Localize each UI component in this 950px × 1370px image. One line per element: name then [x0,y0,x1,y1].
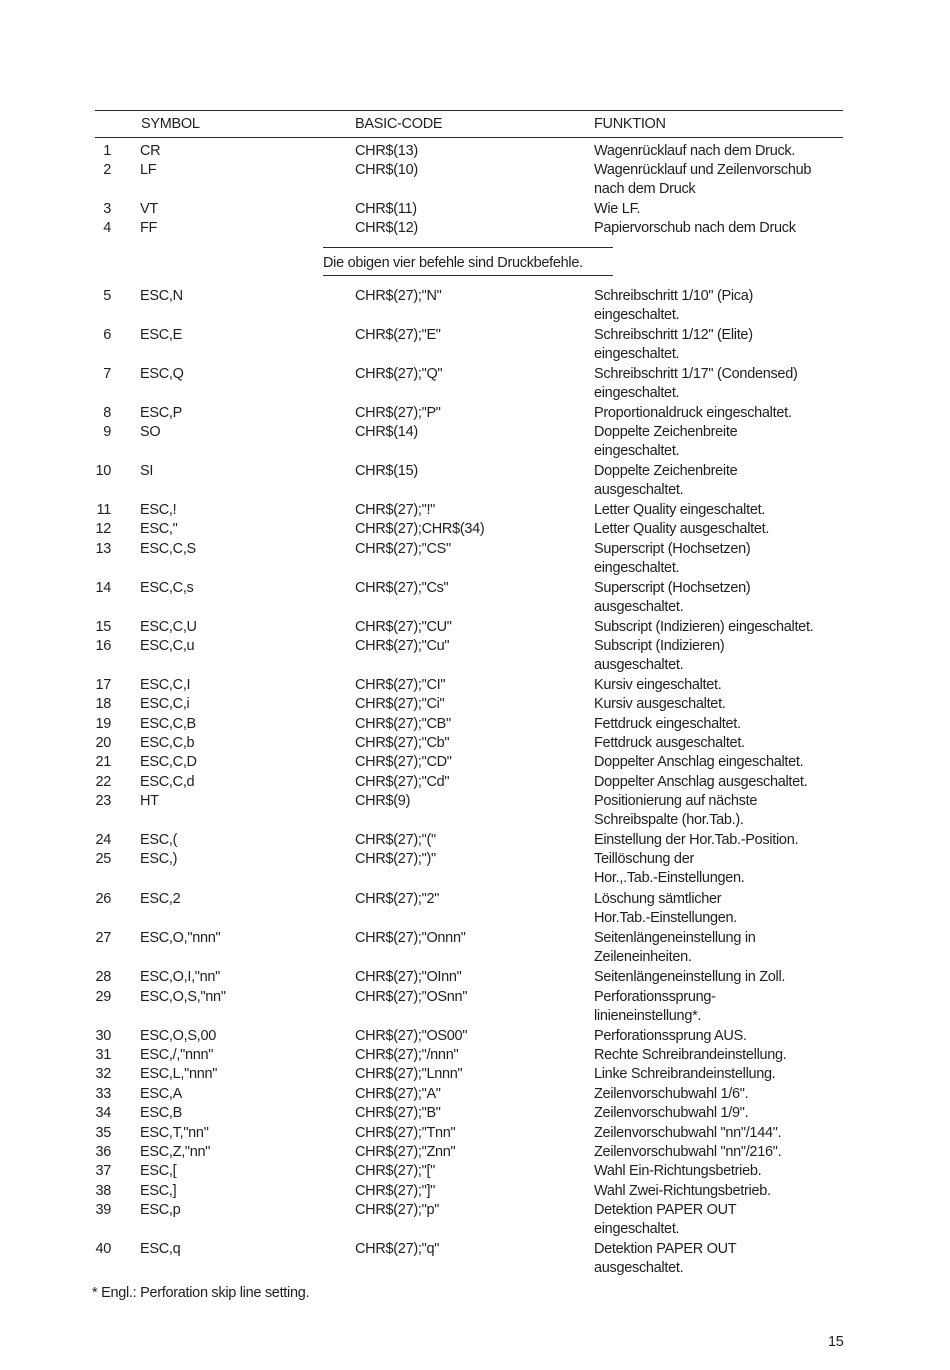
symbol-cell: ESC,[ [140,1163,177,1179]
row-number: 6 [103,327,111,343]
symbol-cell: HT [140,793,159,809]
funktion-cell: Detektion PAPER OUT eingeschaltet. [594,1202,737,1238]
basic-code-cell: CHR$(27);"OInn" [355,969,462,985]
row-number: 18 [95,696,111,712]
funktion-cell: Schreibschritt 1/10" (Pica) eingeschaltet. [594,288,754,324]
funktion-cell: Seitenlängeneinstellung in Zeileneinheiten. [594,930,756,966]
funktion-cell: Teillöschung der Hor.,.Tab.-Einstellungen. [594,851,745,887]
row-number: 22 [95,774,111,790]
symbol-cell: ESC,O,S,00 [140,1028,216,1044]
row-number: 39 [95,1202,111,1218]
symbol-cell: ESC,N [140,288,183,304]
row-number: 38 [95,1183,111,1199]
basic-code-cell: CHR$(27);")" [355,851,436,867]
symbol-cell: ESC,P [140,405,183,421]
basic-code-cell: CHR$(27);"B" [355,1105,441,1121]
row-number: 24 [95,832,111,848]
basic-code-cell: CHR$(27);"Ci" [355,696,445,712]
funktion-cell: Zeilenvorschubwahl 1/6". [594,1086,749,1102]
row-number: 7 [103,366,111,382]
funktion-cell: Wie LF. [594,201,641,217]
funktion-cell: Letter Quality eingeschaltet. [594,502,766,518]
row-number: 40 [95,1241,111,1257]
funktion-cell: Letter Quality ausgeschaltet. [594,521,770,537]
funktion-cell: Superscript (Hochsetzen) eingeschaltet. [594,541,751,577]
basic-code-cell: CHR$(13) [355,143,418,159]
funktion-cell: Zeilenvorschubwahl "nn"/216". [594,1144,782,1160]
funktion-cell: Einstellung der Hor.Tab.-Position. [594,832,799,848]
symbol-cell: SO [140,424,161,440]
row-number: 15 [95,619,111,635]
basic-code-cell: CHR$(27);"E" [355,327,441,343]
row-number: 34 [95,1105,111,1121]
funktion-cell: Perforationssprung- linieneinstellung*. [594,989,716,1025]
header-basic-code: BASIC-CODE [355,116,443,132]
symbol-cell: ESC,C,S [140,541,196,557]
funktion-cell: Doppelter Anschlag ausgeschaltet. [594,774,808,790]
row-number: 2 [103,162,111,178]
basic-code-cell: CHR$(27);"CD" [355,754,452,770]
symbol-cell: ESC,C,d [140,774,195,790]
funktion-cell: Papiervorschub nach dem Druck [594,220,796,236]
symbol-cell: SI [140,463,154,479]
symbol-cell: ESC,q [140,1241,181,1257]
funktion-cell: Doppelter Anschlag eingeschaltet. [594,754,804,770]
basic-code-cell: CHR$(27);"CS" [355,541,451,557]
print-commands-note: Die obigen vier befehle sind Druckbefehle. [323,255,583,271]
symbol-cell: VT [140,201,158,217]
symbol-cell: ESC,/,"nnn" [140,1047,214,1063]
row-number: 32 [95,1066,111,1082]
funktion-cell: Proportionaldruck eingeschaltet. [594,405,792,421]
symbol-cell: ESC,C,s [140,580,194,596]
note-bottom-rule [323,275,613,276]
basic-code-cell: CHR$(27);"Tnn" [355,1125,456,1141]
basic-code-cell: CHR$(27);"Znn" [355,1144,456,1160]
symbol-cell: ESC,O,"nnn" [140,930,221,946]
funktion-cell: Löschung sämtlicher Hor.Tab.-Einstellungen. [594,891,738,927]
row-number: 33 [95,1086,111,1102]
funktion-cell: Subscript (Indizieren) eingeschaltet. [594,619,814,635]
symbol-cell: ESC,E [140,327,183,343]
symbol-cell: ESC,Q [140,366,184,382]
basic-code-cell: CHR$(27);"OSnn" [355,989,468,1005]
basic-code-cell: CHR$(12) [355,220,418,236]
row-number: 29 [95,989,111,1005]
symbol-cell: ESC,C,U [140,619,197,635]
row-number: 21 [95,754,111,770]
row-number: 8 [103,405,111,421]
funktion-cell: Schreibschritt 1/12" (Elite) eingeschaltet. [594,327,753,363]
basic-code-cell: CHR$(27);"Cu" [355,638,450,654]
row-number: 14 [95,580,111,596]
basic-code-cell: CHR$(27);"p" [355,1202,440,1218]
header-symbol: SYMBOL [141,116,200,132]
funktion-cell: Zeilenvorschubwahl "nn"/144". [594,1125,782,1141]
row-number: 9 [103,424,111,440]
basic-code-cell: CHR$(9) [355,793,411,809]
basic-code-cell: CHR$(11) [355,201,417,217]
row-number: 23 [95,793,111,809]
basic-code-cell: CHR$(27);"OS00" [355,1028,468,1044]
symbol-cell: ESC,O,I,"nn" [140,969,221,985]
basic-code-cell: CHR$(27);"Cd" [355,774,450,790]
funktion-cell: Detektion PAPER OUT ausgeschaltet. [594,1241,737,1277]
funktion-cell: Fettdruck eingeschaltet. [594,716,741,732]
funktion-cell: Seitenlängeneinstellung in Zoll. [594,969,786,985]
funktion-cell: Wagenrücklauf nach dem Druck. [594,143,796,159]
symbol-cell: ESC,A [140,1086,183,1102]
symbol-cell: ESC,T,"nn" [140,1125,209,1141]
symbol-cell: ESC,C,b [140,735,195,751]
row-number: 17 [95,677,111,693]
symbol-cell: ESC,] [140,1183,177,1199]
symbol-cell: ESC,L,"nnn" [140,1066,218,1082]
footnote: * Engl.: Perforation skip line setting. [92,1285,310,1301]
symbol-cell: FF [140,220,158,236]
funktion-cell: Zeilenvorschubwahl 1/9". [594,1105,749,1121]
row-number: 28 [95,969,111,985]
row-number: 4 [103,220,111,236]
funktion-cell: Kursiv eingeschaltet. [594,677,722,693]
symbol-cell: ESC,C,i [140,696,190,712]
row-number: 31 [95,1047,111,1063]
basic-code-cell: CHR$(27);"N" [355,288,442,304]
symbol-cell: ESC,B [140,1105,183,1121]
funktion-cell: Rechte Schreibrandeinstellung. [594,1047,787,1063]
funktion-cell: Subscript (Indizieren) ausgeschaltet. [594,638,725,674]
row-number: 11 [96,502,111,518]
symbol-cell: LF [140,162,157,178]
basic-code-cell: CHR$(27);"/nnn" [355,1047,459,1063]
row-number: 20 [95,735,111,751]
row-number: 1 [103,143,111,159]
symbol-cell: ESC,p [140,1202,181,1218]
funktion-cell: Schreibschritt 1/17" (Condensed) eingeschaltet. [594,366,798,402]
basic-code-cell: CHR$(27);"!" [355,502,436,518]
basic-code-cell: CHR$(27);"Cb" [355,735,450,751]
basic-code-cell: CHR$(27);CHR$(34) [355,521,485,537]
row-number: 30 [95,1028,111,1044]
basic-code-cell: CHR$(27);"Cs" [355,580,449,596]
funktion-cell: Wagenrücklauf und Zeilenvorschub nach dem Druck [594,162,812,198]
row-number: 19 [95,716,111,732]
row-number: 12 [95,521,111,537]
funktion-cell: Doppelte Zeichenbreite eingeschaltet. [594,424,738,460]
basic-code-cell: CHR$(27);"Lnnn" [355,1066,463,1082]
basic-code-cell: CHR$(14) [355,424,418,440]
table-top-rule [95,110,843,111]
basic-code-cell: CHR$(27);"CU" [355,619,452,635]
basic-code-cell: CHR$(27);"2" [355,891,440,907]
funktion-cell: Wahl Ein-Richtungsbetrieb. [594,1163,762,1179]
symbol-cell: ESC,) [140,851,178,867]
symbol-cell: ESC,! [140,502,177,518]
symbol-cell: ESC,C,u [140,638,195,654]
row-number: 13 [95,541,111,557]
basic-code-cell: CHR$(27);"A" [355,1086,441,1102]
symbol-cell: ESC,Z,"nn" [140,1144,211,1160]
funktion-cell: Kursiv ausgeschaltet. [594,696,726,712]
basic-code-cell: CHR$(27);"]" [355,1183,436,1199]
basic-code-cell: CHR$(27);"Q" [355,366,443,382]
symbol-cell: ESC,C,D [140,754,197,770]
funktion-cell: Wahl Zwei-Richtungsbetrieb. [594,1183,771,1199]
note-top-rule [323,247,613,248]
row-number: 26 [95,891,111,907]
basic-code-cell: CHR$(27);"q" [355,1241,440,1257]
basic-code-cell: CHR$(27);"CI" [355,677,446,693]
symbol-cell: ESC,O,S,"nn" [140,989,226,1005]
row-number: 27 [95,930,111,946]
row-number: 37 [95,1163,111,1179]
basic-code-cell: CHR$(27);"Onnn" [355,930,466,946]
symbol-cell: ESC,C,I [140,677,191,693]
symbol-cell: ESC,( [140,832,178,848]
symbol-cell: ESC,C,B [140,716,196,732]
row-number: 36 [95,1144,111,1160]
basic-code-cell: CHR$(27);"P" [355,405,441,421]
row-number: 35 [95,1125,111,1141]
basic-code-cell: CHR$(27);"CB" [355,716,451,732]
funktion-cell: Positionierung auf nächste Schreibspalte (hor.Tab.). [594,793,758,829]
symbol-cell: ESC,2 [140,891,181,907]
row-number: 5 [103,288,111,304]
symbol-cell: ESC," [140,521,178,537]
page-number: 15 [828,1334,844,1350]
funktion-cell: Linke Schreibrandeinstellung. [594,1066,776,1082]
symbol-cell: CR [140,143,161,159]
funktion-cell: Perforationssprung AUS. [594,1028,747,1044]
funktion-cell: Superscript (Hochsetzen) ausgeschaltet. [594,580,751,616]
basic-code-cell: CHR$(10) [355,162,418,178]
header-funktion: FUNKTION [594,116,666,132]
basic-code-cell: CHR$(27);"(" [355,832,436,848]
funktion-cell: Fettdruck ausgeschaltet. [594,735,745,751]
row-number: 10 [95,463,111,479]
row-number: 16 [95,638,111,654]
basic-code-cell: CHR$(15) [355,463,418,479]
header-bottom-rule [95,137,843,138]
row-number: 3 [103,201,111,217]
basic-code-cell: CHR$(27);"[" [355,1163,436,1179]
row-number: 25 [95,851,111,867]
funktion-cell: Doppelte Zeichenbreite ausgeschaltet. [594,463,738,499]
